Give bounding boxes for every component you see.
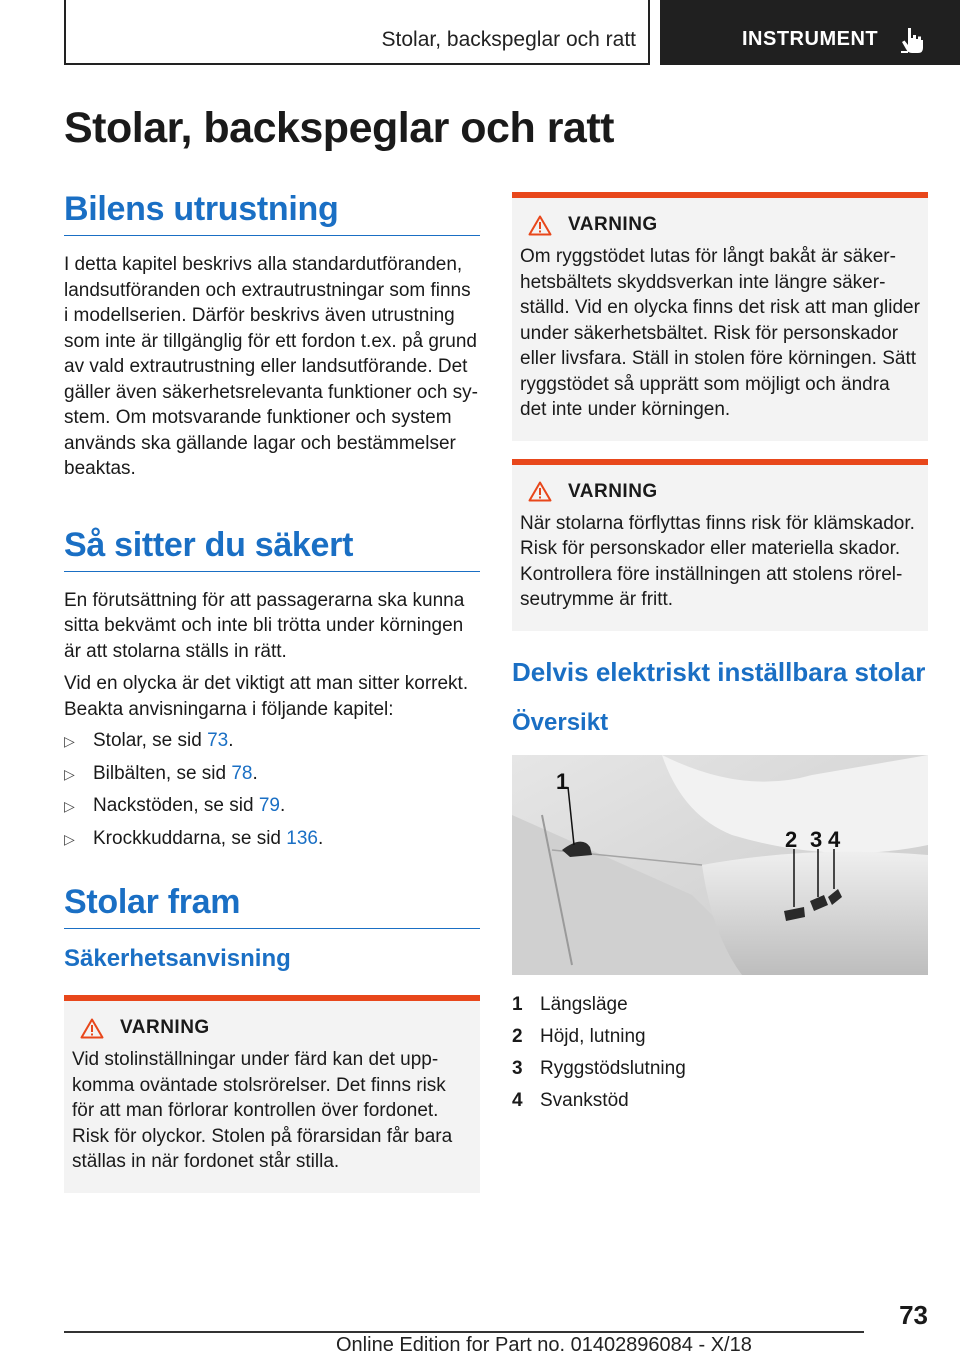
figure-label-2: 2 — [785, 826, 798, 852]
page-link-78[interactable]: 78 — [231, 762, 253, 784]
right-column — [512, 192, 928, 1117]
chapter-reference-list — [64, 728, 480, 851]
header-section-title: Stolar, backspeglar och ratt — [381, 28, 636, 51]
header-chapter-title: INSTRUMENT — [742, 28, 879, 50]
heading-sa-sitter-du-sakert: Så sitter du säkert — [64, 526, 480, 572]
warning-triangle-icon — [80, 1018, 104, 1039]
heading-oversikt: Översikt — [512, 708, 609, 736]
list-item: 2 Höjd, lutning — [512, 1025, 646, 1047]
figure-legend — [512, 989, 928, 1117]
warning-title: VARNING — [120, 1017, 210, 1038]
list-item: ▷ Nackstöden, se sid 79. — [64, 793, 480, 819]
figure-label-4: 4 — [828, 826, 841, 852]
warning-text: När stolarna förflyttas finns risk för klämskador. Risk för personskador eller materiella skador. Kontrollera före inställningen att stolens rörel- seutrymme är fritt. — [520, 512, 915, 610]
footer-divider — [64, 1331, 864, 1333]
list-item: ▷ Bilbälten, se sid 78. — [64, 761, 480, 787]
sakert-paragraph-1: En förutsättning för att passagerarna ska kunna sitta bekvämt och inte bli trötta under körningen är att stolarna ställs in rätt. — [64, 589, 465, 662]
heading-bilens-utrustning: Bilens utrustning — [64, 190, 480, 236]
warning-box-backrest — [512, 192, 928, 441]
figure-label-3: 3 — [810, 826, 823, 852]
warning-triangle-icon — [528, 215, 552, 236]
header-section-box — [64, 0, 650, 65]
sakert-paragraph-2: Vid en olycka är det viktigt att man sitter korrekt. Beakta anvisningarna i följande kapitel: — [64, 673, 469, 720]
list-item: ▷ Stolar, se sid 73. — [64, 728, 480, 754]
seat-controls-figure — [512, 755, 928, 975]
page-header — [0, 0, 960, 66]
warning-text: Vid stolinställningar under färd kan det upp- komma oväntade stolsrörelser. Det finns risk för att man förlorar kontrollen över fordonet. Risk för olyckor. Stolen på förarsidan får bara ställas in när fordonet står stilla. — [72, 1049, 453, 1172]
warning-text: Om ryggstödet lutas för långt bakåt är säker- hetsbältets skyddsverkan inte längre säker- ställd. Vid en olycka finns det risk att man glider under säkerhetsbältet. Risk för personskador eller livsfara. Ställ in stolen före körningen. Sätt ryggstödet så upprätt som möjligt och ändra det inte under körningen. — [520, 246, 920, 420]
heading-delvis-elektriskt: Delvis elektriskt inställbara stolar — [512, 656, 926, 687]
list-item: ▷ Krockkuddarna, se sid 136. — [64, 826, 480, 852]
page-link-79[interactable]: 79 — [258, 795, 280, 816]
triangle-bullet-icon: ▷ — [64, 765, 75, 782]
heading-sakerhetsanvisning: Säkerhetsanvisning — [64, 945, 291, 972]
page-number: 73 — [899, 1300, 928, 1330]
warning-box-pinch — [512, 459, 928, 631]
list-item: 3 Ryggstödslutning — [512, 1057, 686, 1079]
left-column — [64, 190, 480, 1193]
figure-label-1: 1 — [556, 768, 569, 794]
triangle-bullet-icon: ▷ — [64, 830, 75, 847]
warning-triangle-icon — [528, 481, 552, 502]
seat-illustration — [512, 755, 928, 975]
triangle-bullet-icon: ▷ — [64, 733, 75, 749]
pointing-hand-icon — [900, 26, 926, 54]
triangle-bullet-icon: ▷ — [64, 798, 75, 814]
bilens-body-text: I detta kapitel beskrivs alla standardutföranden, landsutföranden och extrautrustningar som finns i modellserien. Därför beskrivs även utrustning som inte är tillgänglig för ett fordon t.ex. på grund av vald extrautrustning eller landsutförande. Det gäller även säkerhetsrelevanta funktioner och sy- stem. Om motsvarande funktioner och system används ska gällande lagar och bestämmelser beaktas. — [64, 254, 479, 479]
page-link-136[interactable]: 136 — [286, 827, 318, 849]
heading-stolar-fram: Stolar fram — [64, 883, 480, 929]
warning-title: VARNING — [568, 480, 658, 502]
list-item: 1 Längsläge — [512, 993, 628, 1015]
page-title: Stolar, backspeglar och ratt — [64, 104, 614, 152]
warning-title: VARNING — [568, 214, 658, 235]
page-link-73[interactable]: 73 — [207, 730, 229, 751]
list-item: 4 Svankstöd — [512, 1089, 629, 1111]
header-chapter-box — [660, 0, 960, 65]
warning-box-seat-adjust-driving — [64, 995, 480, 1193]
footer-edition-text: Online Edition for Part no. 01402896084 - X/18 — [336, 1334, 752, 1356]
